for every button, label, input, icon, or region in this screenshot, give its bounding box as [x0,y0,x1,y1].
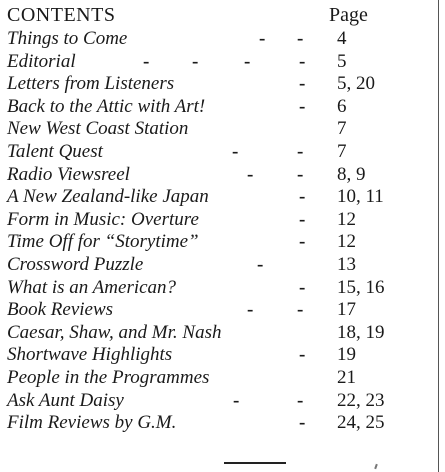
entry-page-number: 21 [337,366,356,388]
leader-dash: - [299,50,306,72]
entry-title: A New Zealand-like Japan [7,186,209,208]
entry-page-number: 7 [337,118,347,140]
entry-page-number: 10, 11 [337,186,384,208]
entry-page-number: 5, 20 [337,73,375,95]
entry-title: Crossword Puzzle [7,253,144,275]
entry-title: What is an American? [7,276,177,298]
entry-page-number: 24, 25 [337,412,385,434]
toc-entry[interactable] [7,322,432,345]
leader-dash: - [299,231,306,253]
entry-title: Book Reviews [7,299,114,321]
toc-entry[interactable] [7,96,432,119]
toc-entry[interactable] [7,344,432,367]
bottom-divider [224,462,286,464]
entry-page-number: 18, 19 [337,321,385,343]
entry-page-number: 7 [337,140,347,162]
leader-dash: - [143,50,150,72]
entry-title: Back to the Attic with Art! [7,95,206,117]
leader-dash: - [297,140,304,162]
leader-dash: - [299,276,306,298]
contents-heading: CONTENTS [7,4,116,26]
leader-dash: - [259,28,266,49]
toc-entry[interactable] [7,390,432,413]
leader-dash: - [297,28,304,49]
toc-entry[interactable] [7,186,432,209]
leader-dash: - [299,208,306,230]
toc-entry[interactable] [7,231,432,254]
toc-entry[interactable] [7,299,432,322]
entry-page-number: 6 [337,95,347,117]
entry-title: New West Coast Station [7,118,189,140]
table-of-contents [7,4,432,435]
leader-dash: - [299,412,306,434]
entry-title: Film Reviews by G.M. [7,412,177,434]
entry-page-number: 17 [337,299,356,321]
toc-entry[interactable] [7,254,432,277]
toc-entry[interactable] [7,367,432,390]
toc-entry[interactable] [7,277,432,300]
leader-dash: - [299,95,306,117]
print-speck [374,464,378,469]
entry-page-number: 8, 9 [337,163,366,185]
leader-dash: - [192,50,199,72]
leader-dash: - [233,389,240,411]
leader-dash: - [297,163,304,185]
entry-page-number: 19 [337,344,356,366]
leader-dash: - [232,140,239,162]
toc-entry[interactable] [7,51,432,74]
toc-entry[interactable] [7,73,432,96]
leader-dash: - [247,163,254,185]
entry-title: Caesar, Shaw, and Mr. Nash [7,321,222,343]
leader-dash: - [299,73,306,95]
toc-entry[interactable] [7,412,432,435]
entry-title: Ask Aunt Daisy [7,389,124,411]
leader-dash: - [297,299,304,321]
leader-dash: - [257,253,264,275]
toc-entries [7,28,432,435]
leader-dash: - [299,186,306,208]
entry-title: Things to Come [7,28,128,49]
entry-title: Talent Quest [7,140,103,162]
toc-entry[interactable] [7,209,432,232]
entry-title: Letters from Listeners [7,73,175,95]
entry-page-number: 12 [337,208,356,230]
entry-page-number: 15, 16 [337,276,385,298]
leader-dash: - [297,389,304,411]
page-column-heading: Page [329,4,368,26]
entry-title: Form in Music: Overture [7,208,199,230]
entry-page-number: 5 [337,50,347,72]
leader-dash: - [299,344,306,366]
toc-entry[interactable] [7,164,432,187]
entry-title: Radio Viewsreel [7,163,130,185]
entry-page-number: 13 [337,253,356,275]
entry-title: People in the Programmes [7,366,210,388]
toc-entry[interactable] [7,28,432,51]
column-rule [438,0,439,472]
toc-entry[interactable] [7,118,432,141]
leader-dash: - [247,299,254,321]
leader-dash: - [244,50,251,72]
entry-title: Editorial [7,50,76,72]
entry-title: Time Off for “Storytime” [7,231,199,253]
entry-page-number: 22, 23 [337,389,385,411]
toc-entry[interactable] [7,141,432,164]
entry-page-number: 4 [337,28,347,49]
entry-title: Shortwave Highlights [7,344,173,366]
toc-header [7,4,432,28]
entry-page-number: 12 [337,231,356,253]
